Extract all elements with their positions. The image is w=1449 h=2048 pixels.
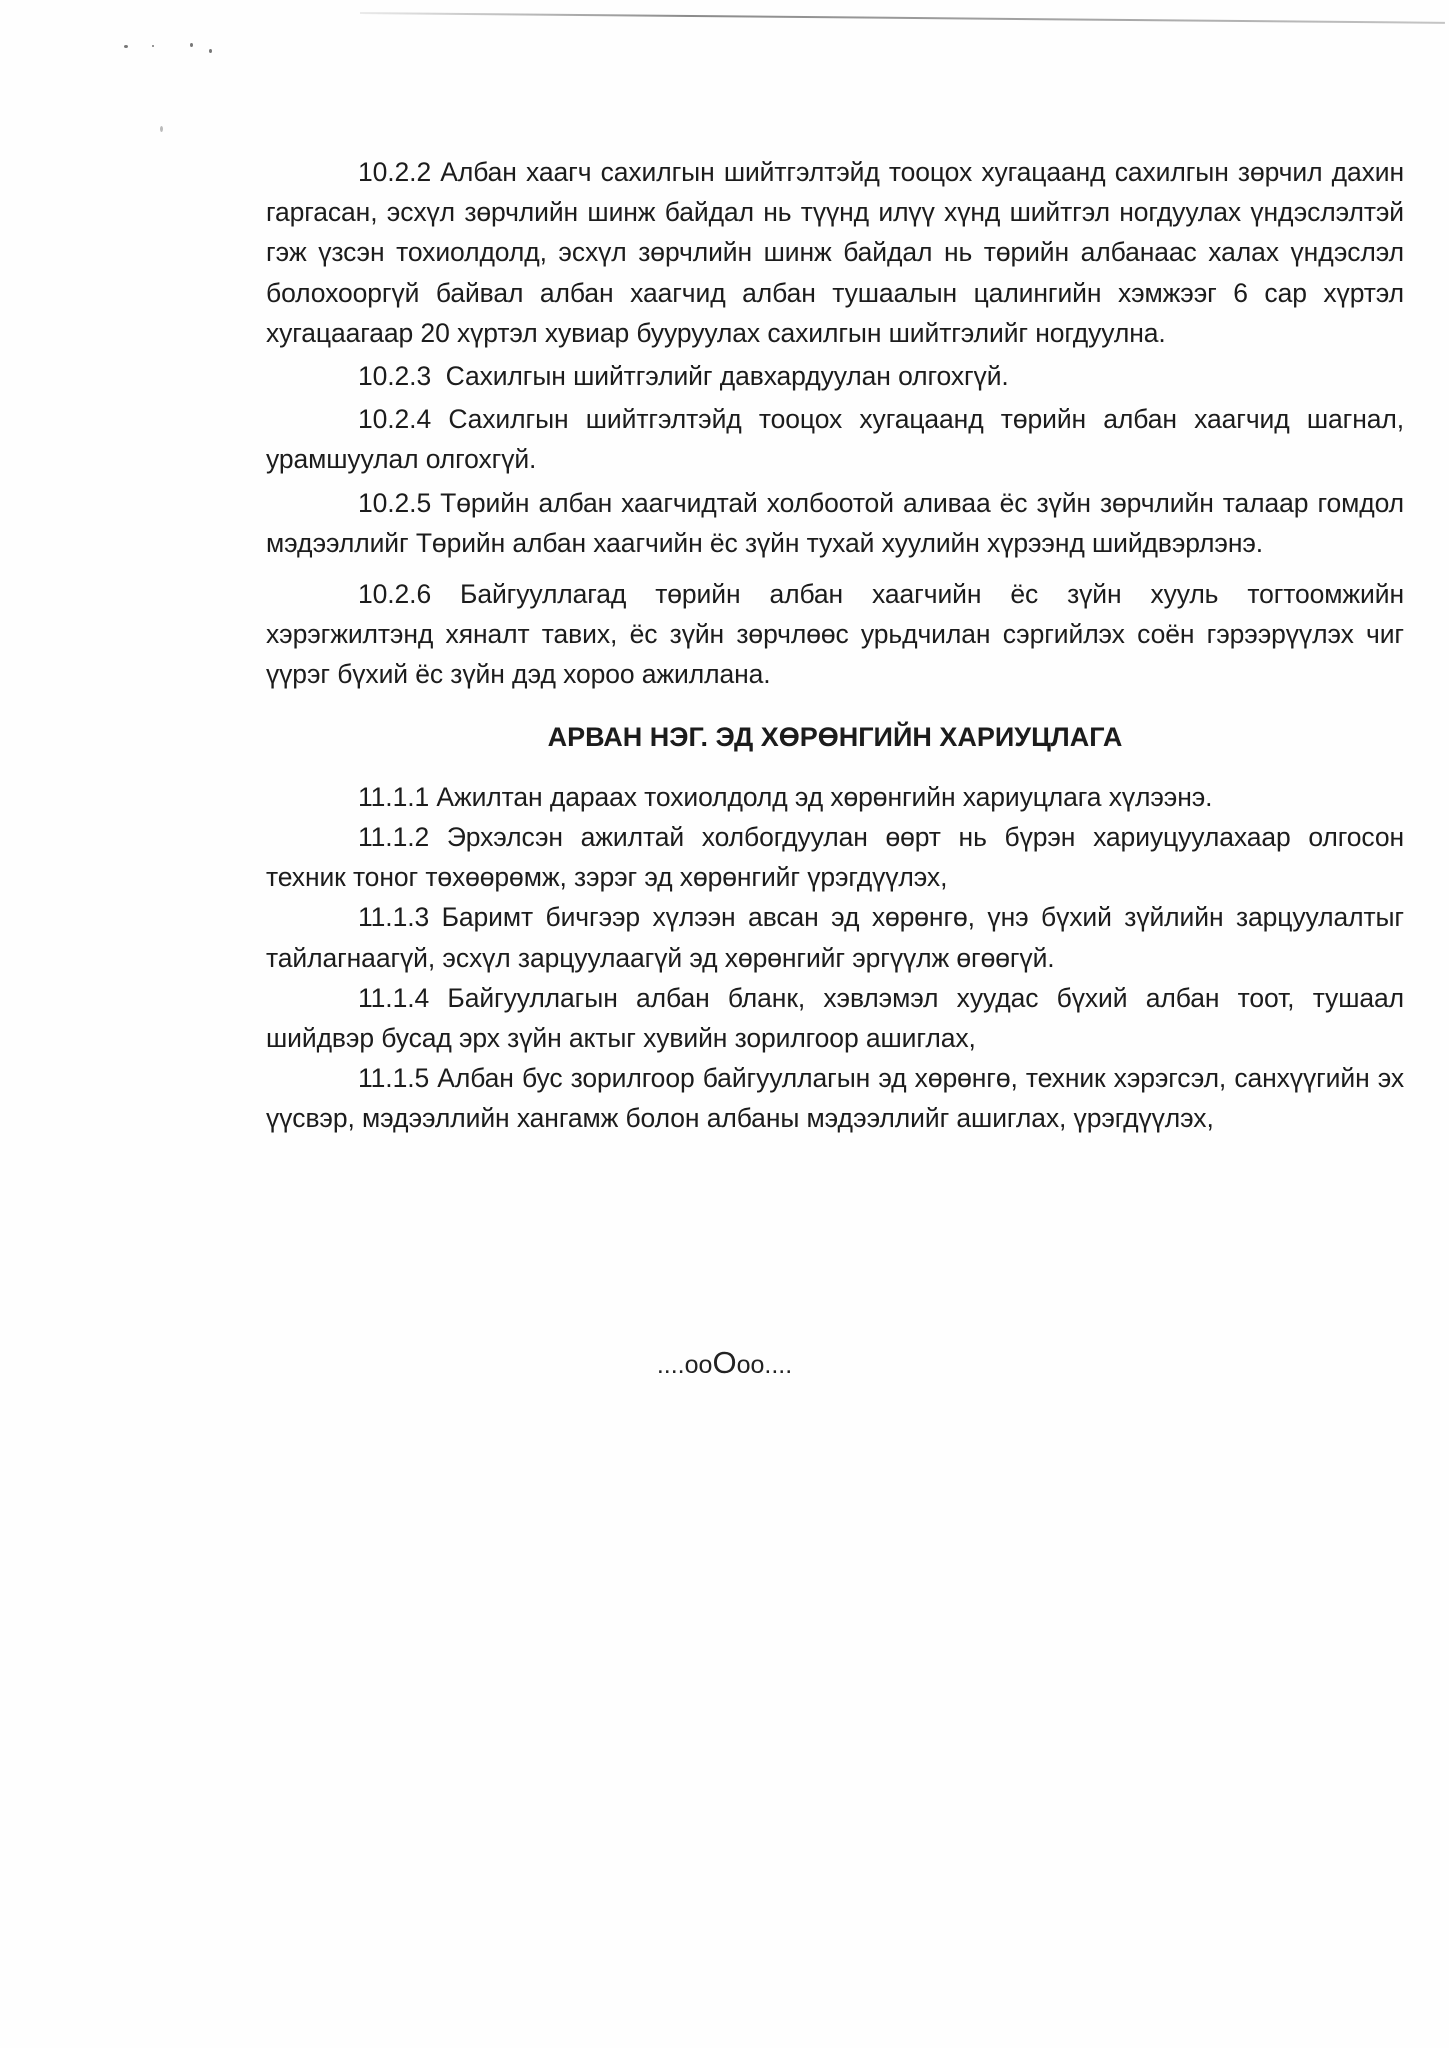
paragraph-10-2-4 bbox=[266, 399, 1404, 479]
clause-number: 11.1.2 bbox=[358, 822, 430, 853]
paragraph-10-2-3 bbox=[266, 356, 1404, 396]
clause-text: Сахилгын шийтгэлтэйд тооцох хугацаанд төрийн албан хаагчид шагнал, урамшуулал олгохгүй. bbox=[266, 404, 1405, 475]
clause-number: 11.1.1 bbox=[358, 781, 430, 812]
scan-edge-line bbox=[360, 12, 1445, 24]
paragraph-10-2-6 bbox=[266, 574, 1404, 695]
scan-speck bbox=[152, 45, 154, 47]
clause-number: 11.1.4 bbox=[358, 982, 430, 1013]
document-body bbox=[266, 152, 1404, 1139]
clause-number: 10.2.6 bbox=[358, 579, 432, 610]
scan-speck bbox=[209, 49, 212, 53]
clause-number: 10.2.4 bbox=[358, 404, 432, 435]
ornament-center: O bbox=[712, 1345, 737, 1380]
clause-text: Төрийн албан хаагчидтай холбоотой аливаа ёс зүйн зөрчлийн талаар гомдол мэдээллийг Төрийн албан хаагчийн ёс зүйн тухай хуулийн хүрээнд шийдвэрлэнэ. bbox=[266, 487, 1405, 558]
scan-speck bbox=[190, 43, 193, 47]
scan-speck bbox=[160, 126, 163, 132]
clause-text: Байгууллагын албан бланк, хэвлэмэл хуудас бүхий албан тоот, тушаал шийдвэр бусад эрх зүйн актыг хувийн зорилгоор ашиглах, bbox=[266, 982, 1404, 1054]
clause-text: Байгууллагад төрийн албан хаагчийн ёс зүйн хууль тогтоомжийн хэрэгжилтэнд хяналт тавих, ёс зүйн зөрчлөөс урьдчилан сэргийлэх соён гэрээрүүлэх чиг үүрэг бүхий ёс зүйн дэд хороо ажиллана. bbox=[266, 579, 1404, 690]
ornament-right: oo.... bbox=[736, 1351, 793, 1379]
clause-text: Ажилтан дараах тохиолдолд эд хөрөнгийн хариуцлага хүлээнэ. bbox=[436, 781, 1213, 812]
clause-number: 10.2.3 bbox=[358, 361, 432, 392]
scan-speck bbox=[124, 45, 128, 48]
clause-number: 10.2.2 bbox=[358, 157, 432, 187]
paragraph-11-1-5 bbox=[266, 1058, 1404, 1138]
clause-text: Баримт бичгээр хүлээн авсан эд хөрөнгө, үнэ бүхий зүйлийн зарцуулалтыг тайлагнаагүй, эсхүл зарцуулаагүй эд хөрөнгийг эргүүлж өгөөгүй. bbox=[266, 902, 1404, 973]
ornament-left: ....oo bbox=[656, 1351, 713, 1379]
section-heading: АРВАН НЭГ. ЭД ХӨРӨНГИЙН ХАРИУЦЛАГА bbox=[547, 721, 1123, 752]
end-ornament bbox=[0, 1345, 1449, 1381]
clause-text: Албан бус зорилгоор байгууллагын эд хөрөнгө, техник хэрэгсэл, санхүүгийн эх үүсвэр, мэдээллийн хангамж болон албаны мэдээллийг ашиглах, үрэгдүүлэх, bbox=[266, 1063, 1405, 1134]
clause-number: 11.1.3 bbox=[358, 902, 430, 933]
paragraph-11-1-2 bbox=[266, 817, 1404, 897]
clause-text: Албан хаагч сахилгын шийтгэлтэйд тооцох хугацаанд сахилгын зөрчил дахин гаргасан, эсхүл зөрчлийн шинж байдал нь түүнд илүү хүнд шийтгэл ногдуулах үндэслэлтэй гэж үзсэн тохиолдолд, эсхүл зөрчлийн шинж байдал нь төрийн албанаас халах үндэслэл болохооргүй байвал албан хаагчид албан тушаалын цалингийн хэмжээг 6 сар хүртэл хугацаагаар 20 хүртэл хувиар бууруулах сахилгын шийтгэлийг ногдуулна. bbox=[266, 157, 1404, 348]
clause-number: 11.1.5 bbox=[358, 1063, 430, 1094]
paragraph-10-2-5 bbox=[266, 483, 1404, 563]
paragraph-11-1-4 bbox=[266, 978, 1404, 1058]
clause-text: Эрхэлсэн ажилтай холбогдуулан өөрт нь бүрэн хариуцуулахаар олгосон техник тоног төхөөрөмж, зэрэг эд хөрөнгийг үрэгдүүлэх, bbox=[266, 822, 1404, 893]
paragraph-11-1-1 bbox=[266, 777, 1404, 817]
paragraph-11-1-3 bbox=[266, 897, 1404, 977]
clause-text: Сахилгын шийтгэлийг давхардуулан олгохгүй. bbox=[445, 361, 1009, 392]
clause-number: 10.2.5 bbox=[358, 487, 432, 518]
paragraph-10-2-2 bbox=[266, 152, 1404, 353]
